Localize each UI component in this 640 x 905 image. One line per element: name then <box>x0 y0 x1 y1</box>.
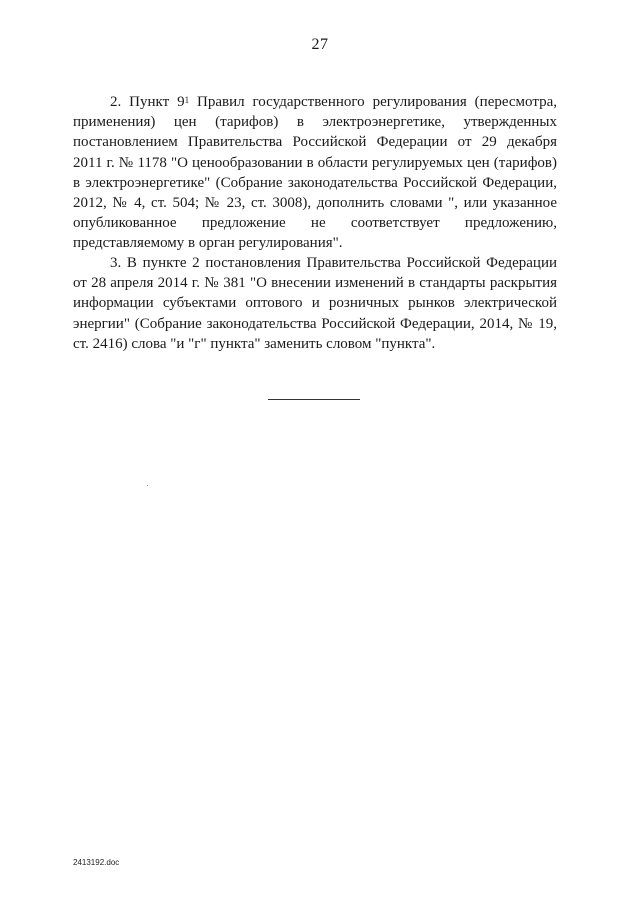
paragraph-3-line-1: 3. В пункте 2 постановления Правительства Российской Федерации <box>110 255 557 271</box>
paragraph-2-lead: 2. Пункт 9 <box>110 94 185 110</box>
paragraph-3-line-3: информации субъектами оптового и розничных рынков электрической <box>73 295 557 312</box>
paragraph-2 <box>73 92 557 254</box>
paragraph-2-line-3: постановлением Правительства Российской Федерации от 29 декабря <box>73 134 557 151</box>
paragraph-2-line-7: опубликованное предложение не соответствует предложению, <box>73 215 557 232</box>
paragraph-2-line-4: 2011 г. № 1178 "О ценообразовании в области регулируемых цен (тарифов) <box>73 154 557 171</box>
superscript-one: 1 <box>184 95 190 105</box>
paragraph-2-line-5: в электроэнергетике" (Собрание законодательства Российской Федерации, <box>73 174 557 191</box>
paragraph-2-line-6: 2012, № 4, ст. 504; № 23, ст. 3008), дополнить словами ", или указанное <box>73 195 557 212</box>
paragraph-2-line-1 <box>73 92 557 112</box>
paragraph-2-line-2: применения) цен (тарифов) в электроэнергетике, утвержденных <box>73 114 557 131</box>
scan-speck <box>147 485 148 486</box>
paragraph-2-line-1-tail: Правил государственного регулирования (пересмотра, <box>197 94 557 110</box>
footer-doc-filename: 2413192.doc <box>73 858 120 867</box>
paragraph-3-line-5: ст. 2416) слова "и "г" пункта" заменить словом "пункта". <box>73 335 436 352</box>
paragraph-3 <box>73 253 557 354</box>
paragraph-2-line-8: представляемому в орган регулирования". <box>73 235 343 252</box>
paragraph-3-line-2: от 28 апреля 2014 г. № 381 "О внесении изменений в стандарты раскрытия <box>73 275 557 292</box>
page-number: 27 <box>311 36 329 53</box>
paragraph-3-line-4: энергии" (Собрание законодательства Российской Федерации, 2014, № 19, <box>73 315 557 332</box>
end-separator-line <box>268 399 360 400</box>
